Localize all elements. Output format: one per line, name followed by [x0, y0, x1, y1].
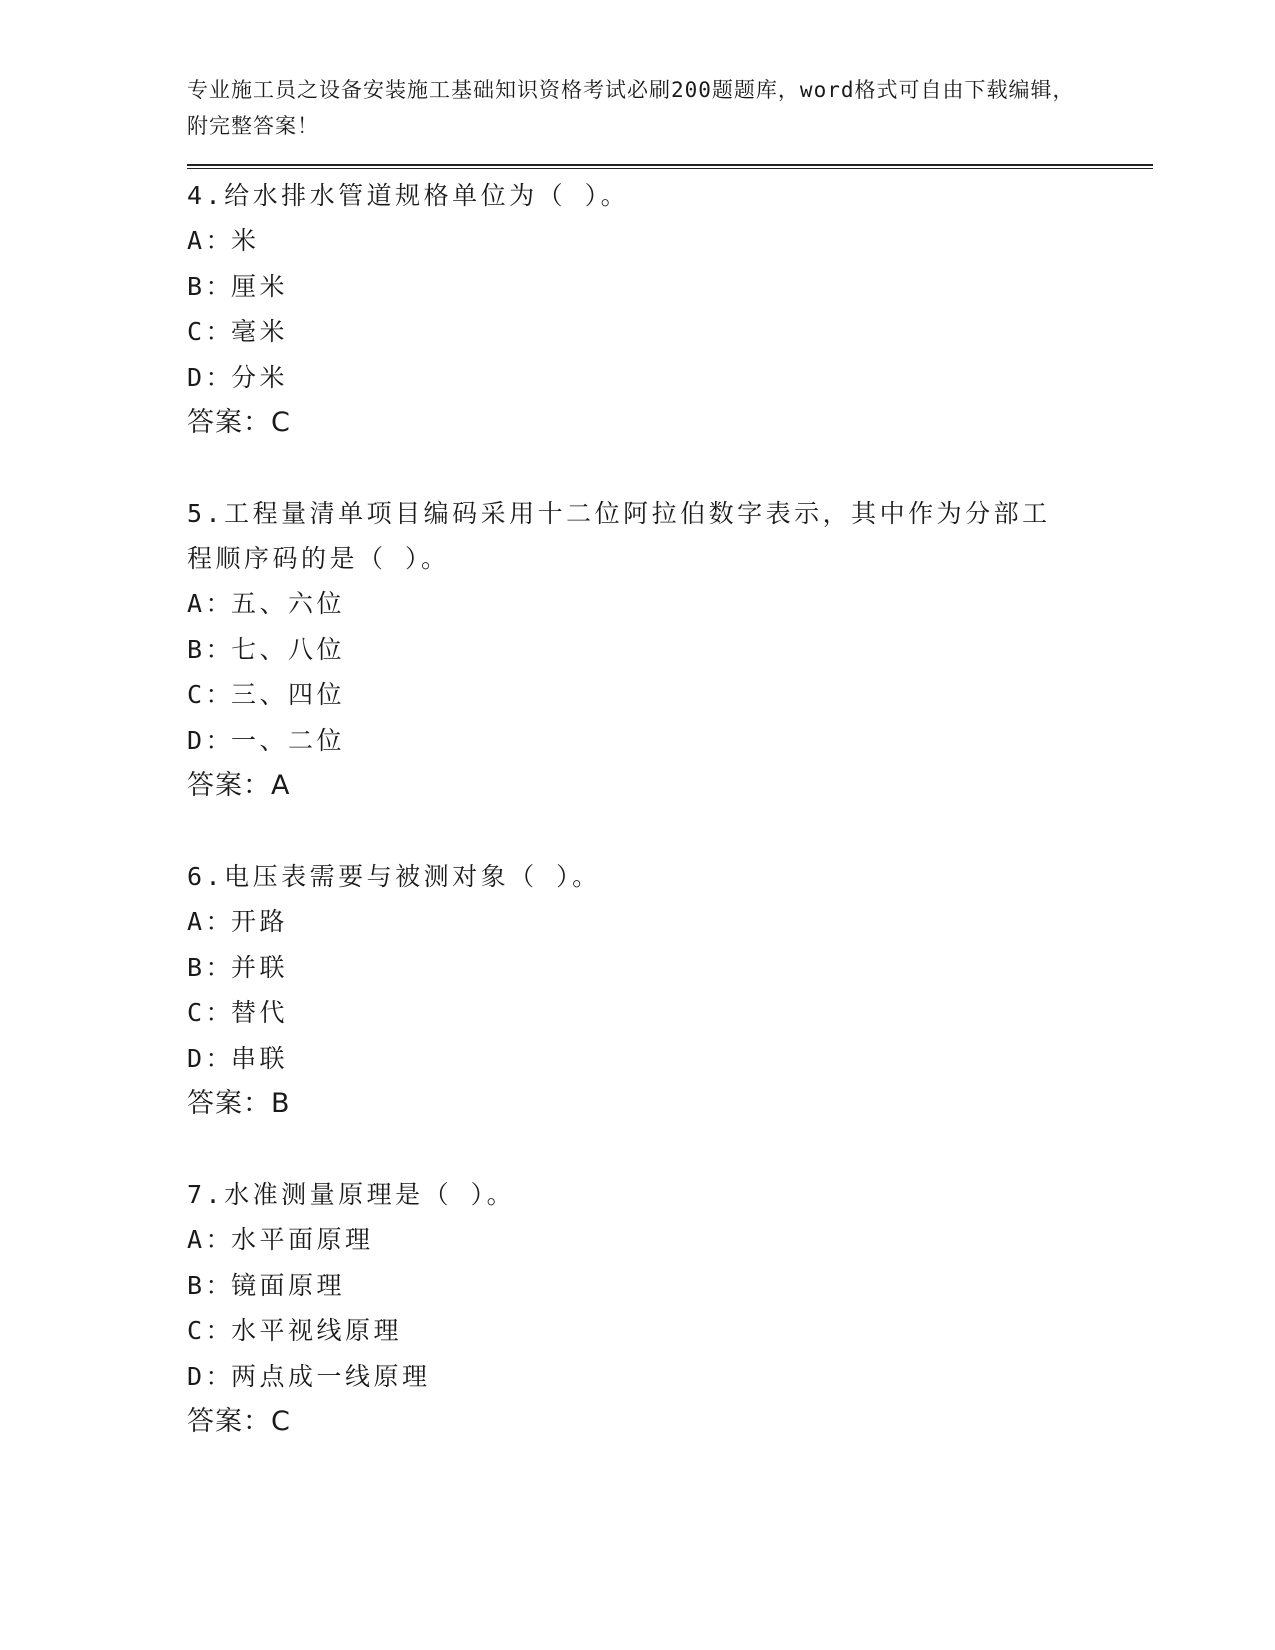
option-c [187, 672, 1147, 718]
document-header: 专业施工员之设备安装施工基础知识资格考试必刷200题题库，word格式可自由下载编辑，附完整答案！ [187, 78, 1075, 138]
option-b [187, 627, 1147, 673]
option-key: A： [187, 589, 235, 618]
question-5 [187, 491, 1147, 809]
option-key: A： [187, 1225, 235, 1254]
option-a [187, 899, 1147, 945]
question-list [187, 173, 1147, 1445]
option-key: C： [187, 1316, 235, 1345]
option-a [187, 1217, 1147, 1263]
option-text: 分米 [231, 362, 289, 392]
answer-label: 答案：A [187, 770, 291, 801]
option-b [187, 945, 1147, 991]
question-stem: 6.电压表需要与被测对象（ ）。 [187, 862, 601, 891]
header-divider [187, 164, 1153, 169]
option-text: 厘米 [231, 271, 289, 301]
option-text: 两点成一线原理 [231, 1361, 431, 1391]
option-c [187, 309, 1147, 355]
option-key: B： [187, 1270, 235, 1300]
option-key: A： [187, 907, 235, 936]
option-text: 米 [231, 226, 260, 255]
option-key: D： [187, 362, 235, 392]
option-d [187, 1036, 1147, 1082]
option-key: D： [187, 1043, 235, 1073]
option-text: 并联 [231, 952, 289, 982]
option-key: B： [187, 271, 235, 301]
question-4 [187, 173, 1147, 446]
option-a [187, 218, 1147, 264]
option-text: 水平视线原理 [231, 1316, 403, 1345]
option-key: C： [187, 998, 235, 1027]
option-text: 镜面原理 [231, 1270, 346, 1300]
option-c [187, 1308, 1147, 1354]
option-key: D： [187, 725, 235, 755]
option-b [187, 264, 1147, 310]
option-text: 五、六位 [231, 589, 346, 618]
option-c [187, 990, 1147, 1036]
option-d [187, 355, 1147, 401]
option-text: 串联 [231, 1043, 289, 1073]
option-text: 七、八位 [231, 634, 346, 664]
option-text: 毫米 [231, 317, 289, 346]
option-a [187, 581, 1147, 627]
question-stem: 4.给水排水管道规格单位为（ ）。 [187, 181, 630, 210]
answer-label: 答案：C [187, 1406, 291, 1437]
option-text: 替代 [231, 998, 289, 1027]
question-stem: 7.水准测量原理是（ ）。 [187, 1180, 516, 1209]
question-stem: 5.工程量清单项目编码采用十二位阿拉伯数字表示，其中作为分部工程顺序码的是（ ）。 [187, 499, 1051, 573]
option-key: C： [187, 317, 235, 346]
answer-label: 答案：B [187, 1088, 291, 1119]
answer-label: 答案：C [187, 407, 291, 438]
option-key: B： [187, 952, 235, 982]
option-key: D： [187, 1361, 235, 1391]
option-d [187, 718, 1147, 764]
question-7 [187, 1172, 1147, 1445]
document-page [187, 72, 1147, 1490]
option-key: B： [187, 634, 235, 664]
option-text: 水平面原理 [231, 1225, 374, 1254]
option-text: 开路 [231, 907, 289, 936]
option-key: C： [187, 680, 235, 709]
option-key: A： [187, 226, 235, 255]
option-b [187, 1263, 1147, 1309]
option-text: 一、二位 [231, 725, 346, 755]
option-text: 三、四位 [231, 680, 346, 709]
option-d [187, 1354, 1147, 1400]
question-6 [187, 854, 1147, 1127]
